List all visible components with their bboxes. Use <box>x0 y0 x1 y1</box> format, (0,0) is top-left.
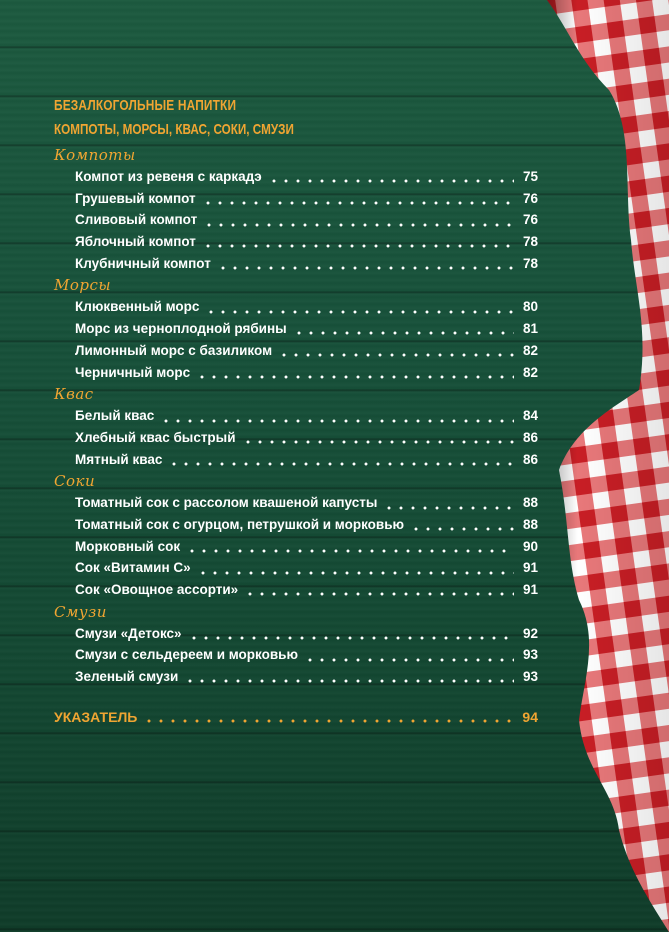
toc-entry[interactable] <box>54 318 538 340</box>
dot-leader <box>141 719 518 723</box>
toc-entry[interactable] <box>54 231 538 253</box>
entry-title: Смузи с сельдереем и морковью <box>75 647 299 663</box>
dot-leader <box>242 592 514 596</box>
page-number: 91 <box>522 582 538 597</box>
dot-leader <box>291 331 514 335</box>
section-title: Смузи <box>54 602 107 621</box>
dot-leader <box>276 353 514 357</box>
section-title: Морсы <box>54 276 112 295</box>
page-number: 91 <box>522 560 538 576</box>
dot-leader <box>195 571 514 575</box>
entry-title: Черничный морс <box>75 364 191 380</box>
page-number: 84 <box>522 408 538 424</box>
dot-leader <box>186 636 514 640</box>
entry-title: Мятный квас <box>75 451 163 467</box>
toc-entry[interactable] <box>54 536 538 558</box>
toc-entry[interactable] <box>54 623 538 645</box>
page-number: 88 <box>522 516 538 532</box>
table-of-contents <box>54 96 538 728</box>
dot-leader <box>240 440 514 444</box>
page-number: 81 <box>522 321 538 337</box>
section-juices <box>54 471 538 600</box>
toc-entry[interactable] <box>54 362 538 384</box>
dot-leader <box>381 506 514 510</box>
entry-title: Яблочный компот <box>75 234 196 250</box>
dot-leader <box>215 266 514 270</box>
page-number: 78 <box>522 234 538 250</box>
toc-entry[interactable] <box>54 644 538 666</box>
chapter-title: БЕЗАЛКОГОЛЬНЫЕ НАПИТКИ <box>54 98 237 114</box>
toc-entry[interactable] <box>54 427 538 449</box>
toc-entry[interactable] <box>54 492 538 514</box>
toc-entry[interactable] <box>54 253 538 275</box>
entry-title: Зеленый смузи <box>75 669 179 685</box>
page-number: 94 <box>522 708 538 725</box>
page-number: 93 <box>522 669 538 685</box>
toc-entry[interactable] <box>54 188 538 210</box>
page-number: 86 <box>522 429 538 445</box>
entry-title: Грушевый компот <box>75 190 196 206</box>
section-title: Соки <box>54 472 96 491</box>
section-mors <box>54 275 538 383</box>
entry-title: Компот из ревеня с каркадэ <box>75 169 262 184</box>
page-number: 82 <box>522 364 538 380</box>
entry-title: Морс из черноплодной рябины <box>75 321 287 337</box>
toc-entry[interactable] <box>54 166 538 188</box>
page-number: 88 <box>522 495 538 511</box>
dot-leader <box>158 419 514 423</box>
entry-title: Хлебный квас быстрый <box>75 429 236 445</box>
section-kvass <box>54 384 538 470</box>
entry-title: Сок «Витамин С» <box>75 560 191 576</box>
section-compotes <box>54 145 538 274</box>
dot-leader <box>194 375 514 379</box>
entry-title: Клубничный компот <box>75 255 211 271</box>
dot-leader <box>302 658 514 662</box>
dot-leader <box>200 244 514 248</box>
page-number: 86 <box>522 451 538 467</box>
chapter-subtitle: КОМПОТЫ, МОРСЫ, КВАС, СОКИ, СМУЗИ <box>54 121 294 138</box>
dot-leader <box>408 527 514 531</box>
entry-title: Сливовый компот <box>75 212 198 228</box>
page-number: 90 <box>522 538 538 554</box>
section-title: Квас <box>54 385 94 404</box>
toc-entry[interactable] <box>54 209 538 231</box>
entry-title: Клюквенный морс <box>75 299 200 315</box>
page-number: 76 <box>522 190 538 206</box>
entry-title: Смузи «Детокс» <box>75 625 182 641</box>
dot-leader <box>184 549 514 553</box>
entry-title: Белый квас <box>75 408 155 424</box>
toc-entry[interactable] <box>54 579 538 601</box>
toc-entry[interactable] <box>54 449 538 471</box>
page-number: 93 <box>522 647 538 663</box>
index-label: УКАЗАТЕЛЬ <box>54 708 138 725</box>
toc-entry[interactable] <box>54 405 538 427</box>
dot-leader <box>201 223 514 227</box>
toc-entry[interactable] <box>54 514 538 536</box>
index-entry[interactable] <box>54 706 538 728</box>
section-title: Компоты <box>54 146 136 164</box>
page-number: 75 <box>522 169 538 184</box>
entry-title: Морковный сок <box>75 538 181 554</box>
dot-leader <box>266 179 514 183</box>
dot-leader <box>200 201 514 205</box>
page-number: 82 <box>522 342 538 358</box>
dot-leader <box>166 462 514 466</box>
toc-entry[interactable] <box>54 557 538 579</box>
entry-title: Сок «Овощное ассорти» <box>75 582 239 597</box>
entry-title: Лимонный морс с базиликом <box>75 342 273 358</box>
dot-leader <box>203 310 514 314</box>
checkered-tablecloth-image <box>539 0 669 932</box>
toc-entry[interactable] <box>54 340 538 362</box>
page-number: 80 <box>522 299 538 315</box>
section-smoothies <box>54 602 538 688</box>
page-number: 78 <box>522 255 538 271</box>
entry-title: Томатный сок с рассолом квашеной капусты <box>75 495 378 511</box>
dot-leader <box>182 679 514 683</box>
entry-title: Томатный сок с огурцом, петрушкой и морковью <box>75 516 405 532</box>
toc-entry[interactable] <box>54 666 538 688</box>
toc-entry[interactable] <box>54 296 538 318</box>
page-number: 76 <box>522 212 538 228</box>
page-number: 92 <box>522 625 538 641</box>
